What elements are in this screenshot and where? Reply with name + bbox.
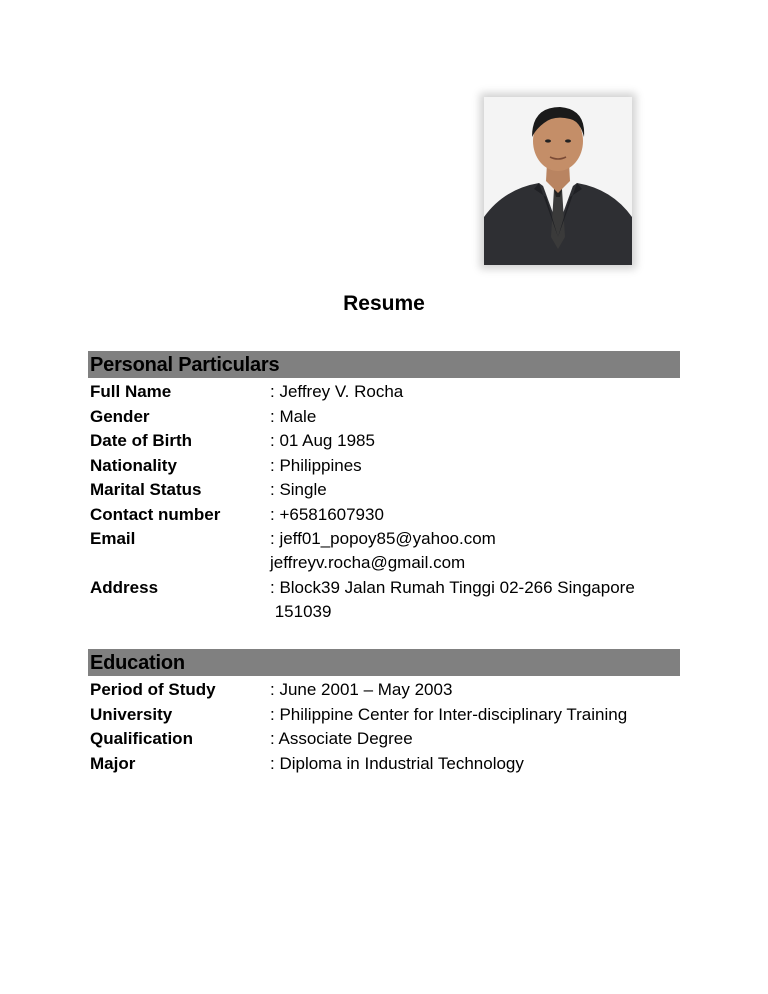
field-value: : Philippines (270, 456, 362, 475)
field-value: : Diploma in Industrial Technology (270, 754, 524, 773)
profile-photo (484, 97, 632, 265)
field-label: Full Name (90, 382, 172, 401)
section-heading-personal-particulars: Personal Particulars (88, 351, 680, 378)
field-label: Email (90, 529, 136, 548)
field-label: Address (90, 578, 159, 597)
field-label: University (90, 705, 173, 724)
field-label: Gender (90, 407, 150, 426)
field-label: Contact number (90, 505, 221, 524)
field-value: : Jeffrey V. Rocha (270, 382, 404, 401)
field-value: : June 2001 – May 2003 (270, 680, 453, 699)
field-label: Qualification (90, 729, 193, 748)
field-value: : Male (270, 407, 317, 426)
field-value: : Philippine Center for Inter-disciplinary Training (270, 705, 628, 724)
field-label: Major (90, 754, 136, 773)
document-title: Resume (343, 292, 425, 315)
field-value: : Associate Degree (270, 729, 413, 748)
section-heading-education: Education (88, 649, 680, 676)
field-value: : +6581607930 (270, 505, 384, 524)
field-value: : jeff01_popoy85@yahoo.com jeffreyv.rocha@gmail.com (270, 529, 496, 572)
field-value: : Single (270, 480, 327, 499)
field-label: Date of Birth (90, 431, 192, 450)
field-label: Period of Study (90, 680, 216, 699)
field-label: Nationality (90, 456, 177, 475)
portrait-photo-icon (484, 97, 632, 265)
field-value: : Block39 Jalan Rumah Tinggi 02-266 Singapore 151039 (270, 578, 635, 621)
field-label: Marital Status (90, 480, 202, 499)
field-value: : 01 Aug 1985 (270, 431, 375, 450)
